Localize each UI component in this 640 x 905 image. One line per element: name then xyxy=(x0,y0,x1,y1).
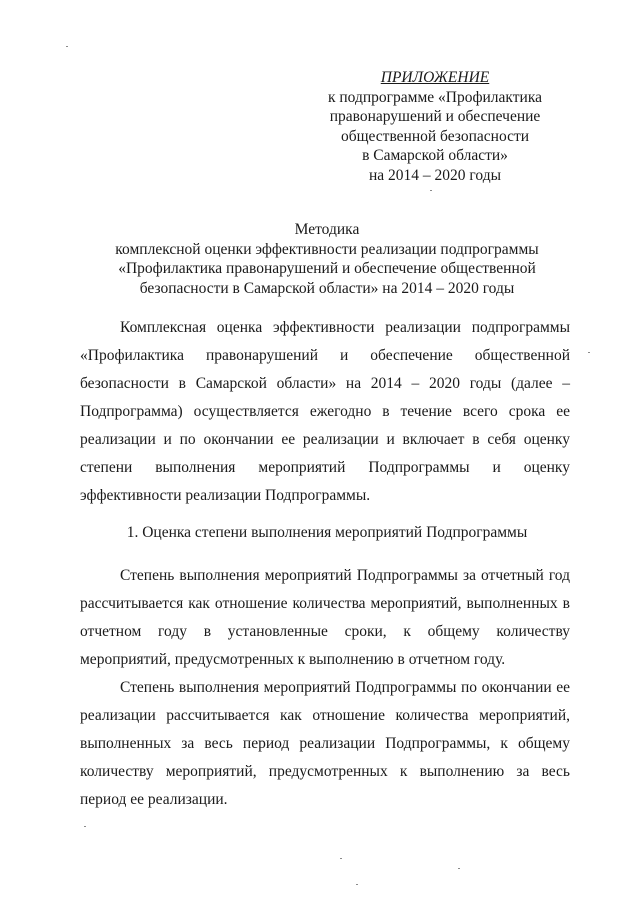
document-title xyxy=(80,220,574,298)
appendix-block xyxy=(318,68,552,186)
scan-speck xyxy=(458,868,460,869)
scan-speck xyxy=(430,190,432,191)
scan-speck xyxy=(356,884,358,885)
intro-paragraph: Комплексная оценка эффективности реализации подпрограммы «Профилактика правонарушений и обеспечение общественной безопасности в Самарской области» на 2014 – 2020 годы (далее – Подпрограмма) осуществляется ежегодно в течение всего срока ее реализации и по окончании ее реализации и включает в себя оценку степени выполнения мероприятий Подпрограммы и оценку эффективности реализации Подпрограммы. xyxy=(80,319,570,504)
body-paragraph: Степень выполнения мероприятий Подпрограммы за отчетный год рассчитывается как отношение количества мероприятий, выполненных в отчетном году в установленные сроки, к общему количеству мероприятий, предусмотренных к выполнению в отчетном году. xyxy=(80,567,570,668)
appendix-heading: ПРИЛОЖЕНИЕ xyxy=(380,69,490,86)
title-line: «Профилактика правонарушений и обеспечение общественной xyxy=(118,260,536,278)
appendix-line: правонарушений и обеспечение xyxy=(329,108,541,126)
scan-speck xyxy=(340,858,342,859)
appendix-line: общественной безопасности xyxy=(340,127,530,145)
title-line: безопасности в Самарской области» на 2014 – 2020 годы xyxy=(139,279,515,297)
appendix-line: на 2014 – 2020 годы xyxy=(369,166,501,184)
body-paragraph: Степень выполнения мероприятий Подпрограммы по окончании ее реализации рассчитывается как отношение количества мероприятий, выполненных за весь период реализации Подпрограммы, к общему количеству мероприятий, предусмотренных к выполнению за весь период ее реализации. xyxy=(80,679,570,808)
section-heading: 1. Оценка степени выполнения мероприятий Подпрограммы xyxy=(126,524,528,541)
title-line: комплексной оценки эффективности реализации подпрограммы xyxy=(115,240,539,258)
appendix-line: в Самарской области» xyxy=(362,147,508,165)
scan-speck xyxy=(84,826,86,827)
title-line: Методика xyxy=(294,221,360,238)
appendix-line: к подпрограмме «Профилактика xyxy=(327,88,542,106)
scan-speck xyxy=(588,352,590,353)
scan-speck xyxy=(66,46,68,47)
